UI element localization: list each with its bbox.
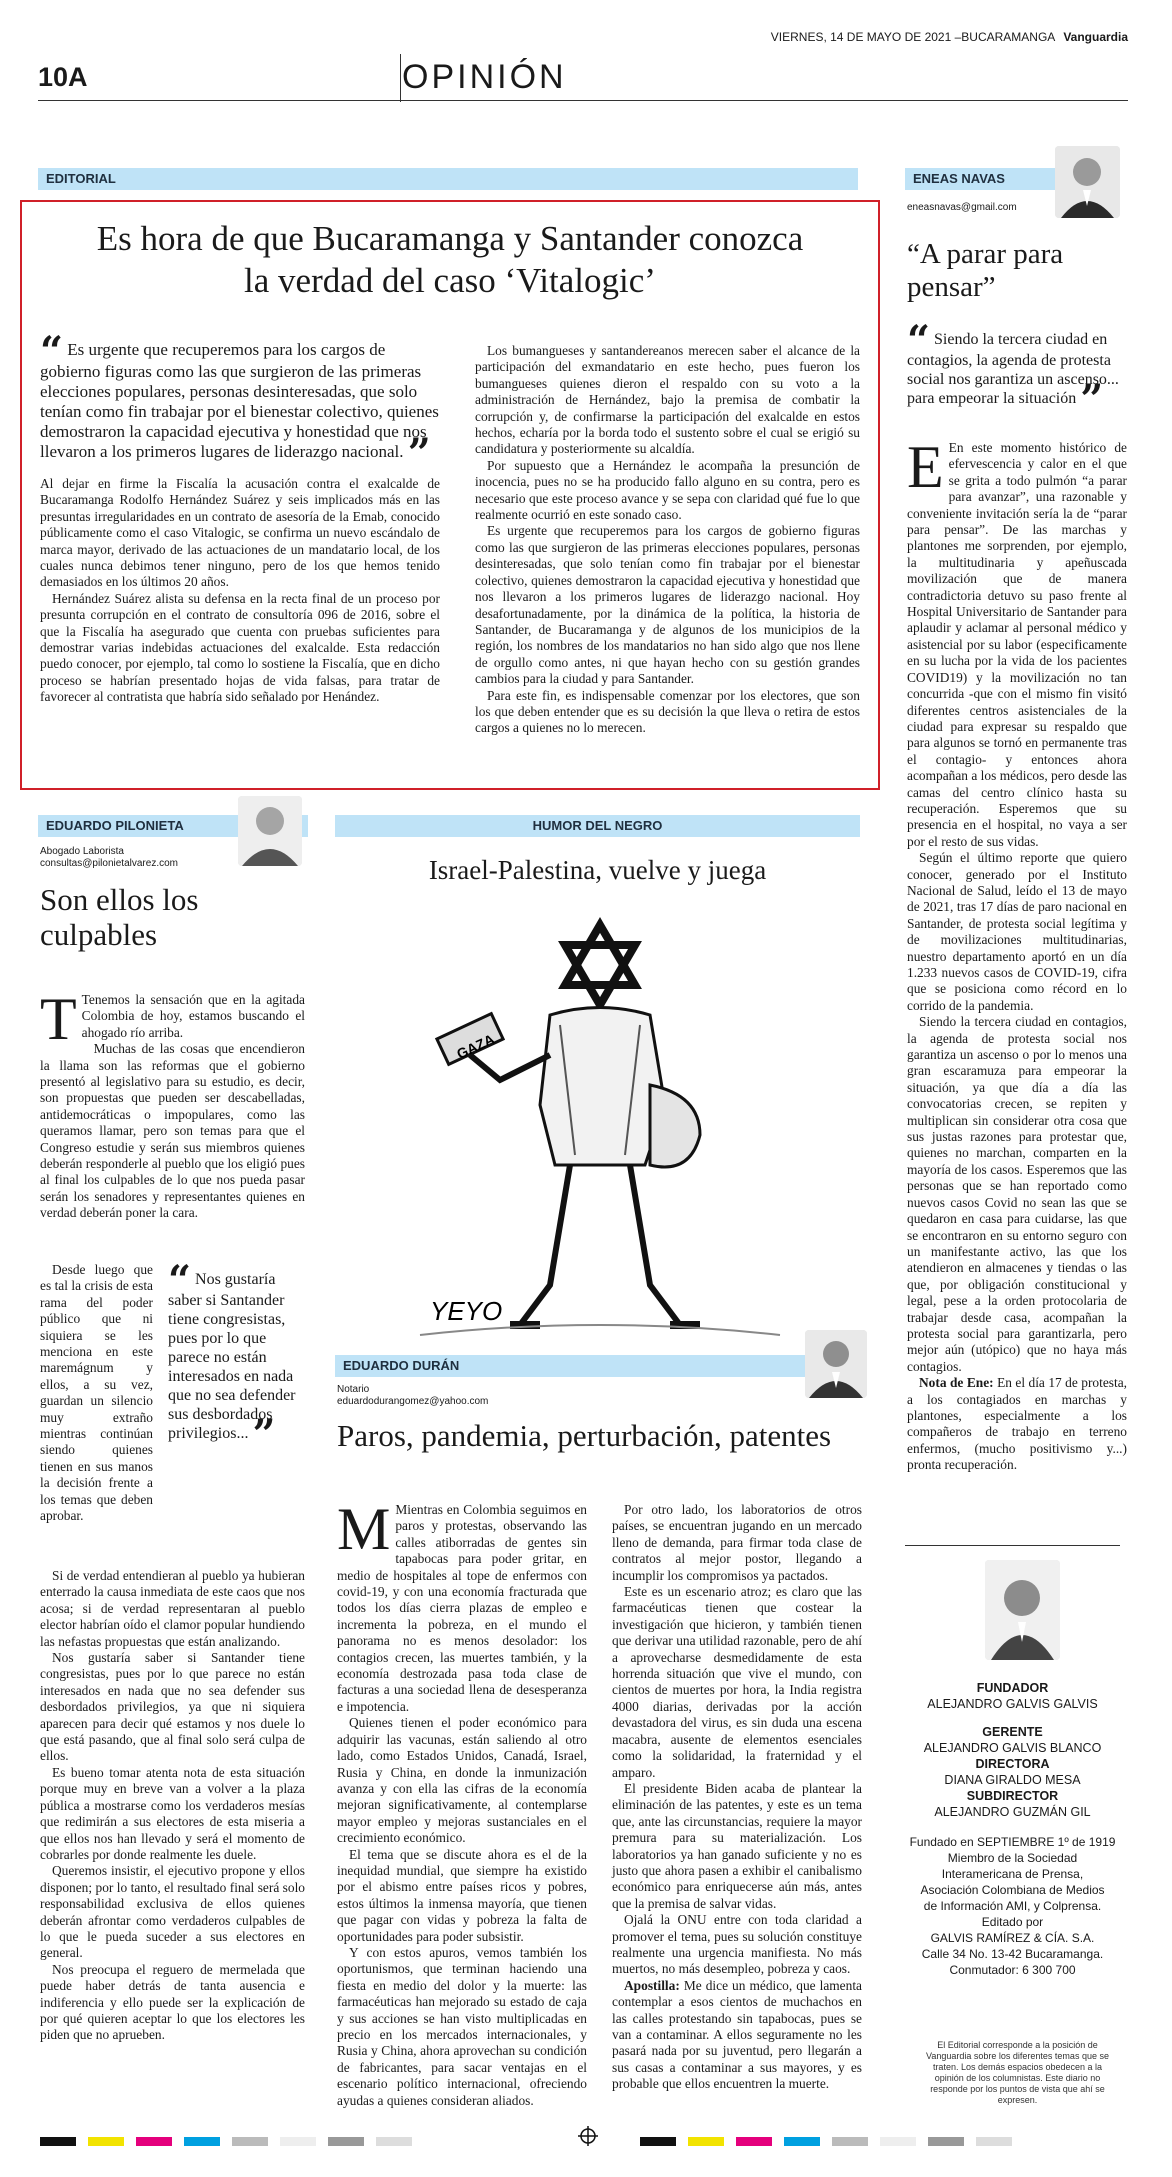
duran-email: eduardodurangomez@yahoo.com [337, 1396, 489, 1407]
duran-paragraph: El tema que se discute ahora es el de la inequidad mundial, que siempre ha existido por el abismo entre países ricos y pobres, estos últimos la inmensa mayoría, que tienen que pagar con vidas y pobreza la falta de oportunidades para poder subsistir. [337, 1846, 587, 1944]
pilonieta-paragraph: Queremos insistir, el ejecutivo propone y ellos disponen; por lo tanto, el resultado final será solo responsabilidad exclusiva de ellos quienes deberán afrontar como verdaderos culpables de lo que le pueda suceder a sus electores en general. [40, 1863, 305, 1961]
duran-paragraph: Este es un escenario atroz; es claro que las farmacéuticas tienen que costear la investigación que hicieron, y también tienen que derivar una utilidad razonable, pero de ahí a aprovecharse desmedidamente de esta horrenda situación que vive el mundo, con cientos de muertes por hora, la India registra 4000 diarias, derivadas por la acción devastadora del virus, es sin duda una escena macabra, ausente de elementos esenciales como la solidaridad, la fraternidad y el amparo. [612, 1584, 862, 1780]
duran-role: Notario [337, 1384, 370, 1395]
navas-body [907, 434, 1127, 1474]
navas-paragraph: E En este momento histórico de efervescencia y calor en el que se grita a todo pulmón “a parar para avanzar”, una razonable y conveniente invitación sería la de “parar para pensar”. De las marchas y plantones me sorprenden, por ejemplo, la multitudinaria y apeñuscada movilización que de manera contradictoria detuvo su paso frente al Hospital Universitario de Santander para aplaudir y aclamar al personal médico y asistencial por su labor (especificamente en su lucha por la vida de los pacientes COVID19) y la movilización no tan concurrida -que con el mismo fin visitó diferentes centros asistenciales de la ciudad para expresar su respaldo que para algunos se tornó en permanente tras el contagio- y entonces ahora acompañan a los médicos, pero desde las camas del centro clínico hasta su recuperación. Esperemos que su presencia en el hospital, no vaya a ser por el resto de sus vidas. [907, 434, 1127, 849]
duran-avatar [805, 1330, 867, 1398]
navas-tab: ENEAS NAVAS [905, 168, 1115, 190]
duran-paragraph: Y con estos apuros, vemos también los oportunismos, que terminan haciendo una fiesta en medio del dolor y la muerte: las farmacéuticas han mejorado su estado de caja y sus acciones se han visto multiplicadas en precio en los mercados internacionales, y Rusia y China, ahora aprovechan su condición de fabricantes, para sacar ventajas en el escenario político internacional, ofreciendo ayudas a quienes consideran aliados. [337, 1944, 587, 2108]
pilonieta-paragraph: Desde luego que es tal la crisis de esta rama del poder público que ni siquiera se les menciona en este maremágnum y ellos, a su vez, guardan un silencio muy extraño mientras continúan siendo quienes tienen en sus manos la decisión frente a los temas que deben aprobar. [40, 1262, 153, 1524]
editorial-paragraph: Hernández Suárez alista su defensa en la recta final de un proceso por presunta corrupción en el contrato de consultoría 096 de 2016, sobre el que la Fiscalía ha asegurado que cuenta con pruebas suficientes para demostrar varias indebidas actuaciones del exalcalde. Esta redacción puedo conocer, por ejemplo, tal como lo sostiene la Fiscalía, que en dicho proceso se habrían presentado hojas de vida falsas, para tratar de favorecer al contratista que habría sido señalado por Henández. [40, 590, 440, 705]
masthead-divider [400, 54, 401, 102]
pilonieta-paragraph: Muchas de las cosas que encendieron la llama son las reformas que el gobierno presentó al legislativo para su estudio, es decir, son propuestas que pueden ser descabelladas, antidemocráticas o impopulares, como las queramos llamar, pero son temas para que el Congreso estudie y serán sus miembros quienes deberán responderle al pueblo que los eligió pues al final los culpables de lo que nos pueda pasar serán los senadores y representantes quienes en verdad deberán poner la cara. [40, 1041, 305, 1221]
print-color-bar-right [640, 2133, 1024, 2151]
editorial-paragraph: Para este fin, es indispensable comenzar por los electores, que son los que deben entender que es su decisión la que lleva o retira de estos cargos a quienes no lo merecen. [475, 687, 860, 736]
pilonieta-pullquote: “ Nos gustaría saber si Santander tiene congresistas, pues por lo que parece no están interesados en nada que no sea defender sus desbordados privilegios... ” [168, 1257, 296, 1458]
pilonieta-narrow-column [40, 1262, 153, 1525]
pilonieta-body-top [40, 986, 305, 1222]
subdirector-label: SUBDIRECTOR [966, 1789, 1059, 1803]
navas-pullquote: “ Siendo la tercera ciudad en contagios, la agenda de protesta social nos garantiza un ascenso... para empeorar la situación ” [907, 317, 1119, 423]
navas-avatar [1055, 146, 1120, 218]
duran-paragraph: Por otro lado, los laboratorios de otros países, se encuentran jugando en un mercado lleno de demanda, para firmar toda clase de contratos al mejor postor, llegando a incumplir los compromisos ya pactados. [612, 1502, 862, 1583]
navas-title: “A parar para pensar” [907, 238, 1064, 303]
registration-mark-icon [578, 2126, 598, 2146]
navas-note: Nota de Ene: En el día 17 de protesta, a los contagiados en marchas y plantones, especialmente a los compañeros de trabajo en terreno enfermos, (mucho positivismo y...) pronta recuperación. [907, 1375, 1127, 1473]
quote-open-icon: “ [907, 317, 931, 364]
editorial-pullquote: “ Es urgente que recuperemos para los cargos de gobierno figuras como las que surgieron de las primeras elecciones populares, personas desinteresadas, que solo tenían como fin trabajar por el bienestar colectivo, quienes demostraron la capacidad ejecutiva y honestidad que nos llevaron a los primeros lugares de liderazgo nacional. ” [40, 328, 439, 477]
editorial-body-left [40, 476, 440, 706]
cartoon-title: Israel-Palestina, vuelve y juega [428, 855, 767, 885]
cartoon-tab: HUMOR DEL NEGRO [335, 815, 860, 837]
masthead-brand: Vanguardia [1063, 30, 1128, 44]
editorial-paragraph: Los bumangueses y santandereanos merecen saber el alcance de la participación del exmandatario en este hecho, pues fueron los bumangueses quienes dieron el respaldo con su voto a la administración de Hernández, bajo la premisa de combatir la corrupción y, de confirmarse la participación del exalcalde en estos hechos, echaría por la borda todo el sustento sobre el cual se erigió su candidatura y posteriormente su alcaldía. [475, 343, 860, 457]
editorial-paragraph: Por supuesto que a Hernández le acompaña la presunción de inocencia, pues no se ha producido fallo alguno en su contra, pero es necesario que este proceso avance y se sepa con claridad qué fue lo que realmente ocurrió en este sonado caso. [475, 457, 860, 523]
print-color-bar-left [40, 2133, 424, 2151]
pilonieta-role: Abogado Laborista [40, 846, 124, 857]
quote-close-icon: ” [1080, 376, 1104, 423]
credits-disclaimer: El Editorial corresponde a la posición de Vanguardia sobre los diferentes temas que se traten. Los demás espacios obedecen a la opinión de los columnistas. Este diario no responde por los puntos de vista que ahí se expresen. [926, 2040, 1109, 2105]
pilonieta-paragraph: Nos gustaría saber si Santander tiene congresistas, pues por lo que parece no están interesados en nada que no sea defender sus desbordados privilegios, ya que ni siquiera aparecen para decir qué estamos y nos duele lo que está pasando, que al final solo será culpa de ellos. [40, 1650, 305, 1764]
pilonieta-title: Son ellos los culpables [40, 882, 199, 952]
quote-close-icon: ” [252, 1411, 276, 1458]
cartoon-gaza-label: GAZA [454, 1030, 497, 1063]
duran-title: Paros, pandemia, perturbación, patentes [337, 1418, 832, 1453]
pilonieta-tab: EDUARDO PILONIETA [38, 815, 308, 837]
credits-staff [905, 1680, 1120, 1978]
founder-name: ALEJANDRO GALVIS GALVIS [927, 1697, 1098, 1711]
pilonieta-paragraph: T Tenemos la sensación que en la agitada Colombia de hoy, estamos buscando el ahogado río arriba. [40, 986, 305, 1052]
pilonieta-paragraph: Si de verdad entendieran al pueblo ya hubieran enterrado la causa inmediata de este caos que nos acosa; si de verdad representaran al pueblo elector habrían oído el clamor popular hundiendo las nefastas propuestas que están analizando. [40, 1568, 305, 1649]
credits-info: Fundado en SEPTIEMBRE 1º de 1919 Miembro de la Sociedad Interamericana de Prensa, Asociación Colombiana de Medios de Información AMI, y Colprensa. Editado por GALVIS RAMÍREZ & CÍA. S.A. Calle 34 No. 13-42 Bucaramanga. Conmutador: 6 300 700 [909, 1835, 1116, 1977]
credits-rule [905, 1545, 1120, 1546]
pilonieta-paragraph: Nos preocupa el reguero de mermelada que puede haber detrás de tanta ausencia e indiferencia y ello puede ser la explicación de por qué quieren aceptar lo que los electores les piden que no aprueben. [40, 1961, 305, 2043]
navas-paragraph: Siendo la tercera ciudad en contagios, la agenda de protesta social nos garantiza un ascenso o por lo menos una gran escaramuza para empeorar la situación, ya que día a día las convocatorias crecen, se repiten y multiplican sin considerar otra cosa que sus justas razones para protestar que, quienes no marchan, comparten en la mayoría de los casos. Esperemos que las personas que se han reportado como nuevos casos Covid no sean las que se quedaron en casa para cuidarse, las que se encontraron en su entorno seguro con un manifestante activo, las que los atendieron en almacenes y tiendas o las que, por obligación constitucional y legal, pese a la orden protocolaria de trabajar desde casa, acompañan la protesta social para garantizarla, pero mejor aún (utópico) que no haya más contagios. [907, 1014, 1127, 1374]
quote-close-icon: ” [407, 430, 431, 477]
editorial-paragraph: Al dejar en firme la Fiscalía la acusación contra el exalcalde de Bucaramanga Rodolfo Hernández Suárez y seis implicados más en las presuntas irregularidades en un contrato de asesoría de la Emab, conocido públicamente como el caso Vitalogic, se confirma un nuevo escándalo de marca mayor, derivado de las actuaciones de un mandatario local, de los cuales nunca debimos tener ninguno, pero de los que hemos tenido demasiados en los últimos 20 años. [40, 476, 440, 590]
editorial-col-left [40, 328, 440, 706]
duran-apostilla: Apostilla: Me dice un médico, que lamenta contemplar a esos cientos de muchachos en las calles protestando sin tapabocas, pues se van a contaminar. A ellos seguramente no les pasará nada por su juventud, pero llegarán a sus casas a contaminar a sus mayores, y es probable que ellos encuentren la muerte. [612, 1977, 862, 2092]
navas-email: eneasnavas@gmail.com [907, 202, 1017, 213]
editorial-paragraph: Es urgente que recuperemos para los cargos de gobierno figuras como las que surgieron de las primeras elecciones populares, personas desinteresadas, que solo tenían como fin trabajar por el bienestar colectivo, quienes demostraron la capacidad ejecutiva y honestidad que nos llevaron a los primeros lugares de liderazgo nacional. Hoy desafortunadamente, por la dinámica de la política, la historia de Santander, de Bucaramanga y de algunos de los municipios de la región, los nombres de los mandatarios no han sido algo que nos llene de orgullo como antes, ni que hayan hecho con su gestión grandes cambios para la ciudad y para Santander. [475, 523, 860, 687]
duran-paragraph: Ojalá la ONU entre con toda claridad a promover el tema, pues su solución constituye realmente una urgencia manifiesta. No más muertos, no más desempleo, pobreza y caos. [612, 1912, 862, 1977]
subdirector-name: ALEJANDRO GUZMÁN GIL [934, 1805, 1091, 1819]
editorial-tab: EDITORIAL [38, 168, 858, 190]
founder-portrait [985, 1560, 1060, 1660]
quote-open-icon: “ [40, 328, 64, 375]
duran-paragraph: Quienes tienen el poder económico para adquirir las vacunas, están saliendo al otro lado, como Estados Unidos, Canadá, Israel, Rusia y China, en donde la inmunización avanza y con ella las cifras de la economía mejoran significativamente, al contemplarse mayor empleo y mejoras sustanciales en el crecimiento económico. [337, 1715, 587, 1846]
duran-paragraph: El presidente Biden acaba de plantear la eliminación de las patentes, y este es un tema que, ante las circunstancias, requiere la mayor premura para su materialización. Los laboratorios ya han ganado suficiente y no es justo que ahora pasen a exhibir el canibalismo económico para enriquecerse aún más, antes que la premisa de salvar vidas. [612, 1780, 862, 1911]
duran-byline [337, 1384, 488, 1408]
cartoon-signature: YEYO [430, 1296, 503, 1326]
director-name: DIANA GIRALDO MESA [944, 1773, 1081, 1787]
manager-label: GERENTE [982, 1725, 1043, 1739]
page-number: 10A [38, 62, 88, 92]
duran-col-left [337, 1496, 587, 2109]
manager-name: ALEJANDRO GALVIS BLANCO [923, 1741, 1102, 1755]
quote-open-icon: “ [168, 1257, 192, 1304]
masthead-rule [38, 100, 1128, 101]
editorial-title: Es hora de que Bucaramanga y Santander conozca la verdad del caso ‘Vitalogic’ [96, 219, 804, 300]
duran-tab: EDUARDO DURÁN [335, 1355, 860, 1377]
pilonieta-body-bottom [40, 1568, 305, 2044]
pilonieta-paragraph: Es bueno tomar atenta nota de esta situación porque muy en breve van a volver a la plaza pública a mostrarse como los verdaderos mesías que redimirán a sus electores de esta miseria a que ellos nos han llevado y será el momento de cobrarles por donde realmente les duele. [40, 1764, 305, 1862]
section-title: OPINIÓN [402, 58, 567, 96]
founder-label: FUNDADOR [976, 1681, 1049, 1695]
pilonieta-avatar [238, 796, 302, 866]
director-label: DIRECTORA [975, 1757, 1050, 1771]
pilonieta-email: consultas@pilonietalvarez.com [40, 858, 178, 869]
cartoon-illustration [400, 905, 800, 1345]
masthead-date: VIERNES, 14 DE MAYO DE 2021 –BUCARAMANGA Vanguardia [770, 30, 1128, 44]
editorial-col-right [475, 343, 860, 737]
pilonieta-byline [40, 846, 178, 870]
navas-paragraph: Según el último reporte que quiero conocer, generado por el Instituto Nacional de Salud, leído el 13 de mayo de 2021, tras 17 días de paro nacional en Santander, de protesta social legítima y de movilizaciones multitudinarias, nuestro departamento aportó en un día 1.233 nuevos casos de COVID-19, cifra que se posiciona como récord en lo corrido de la pandemia. [907, 850, 1127, 1013]
duran-paragraph: M Mientras en Colombia seguimos en paros y protestas, observando las calles atiborradas de gentes sin tapabocas para poder gritar, en medio de hospitales al tope de enfermos con covid-19, y con una economía fracturada que todos los días cierra plazas de empleo e incrementa la pobreza, en el mundo el panorama no es menos desolador: los contagios crecen, las muertes también, y la economía destrozada pasa toda clase de facturas a una sociedad llena de desesperanza e impotencia. [337, 1496, 587, 1714]
duran-col-right [612, 1502, 862, 2093]
